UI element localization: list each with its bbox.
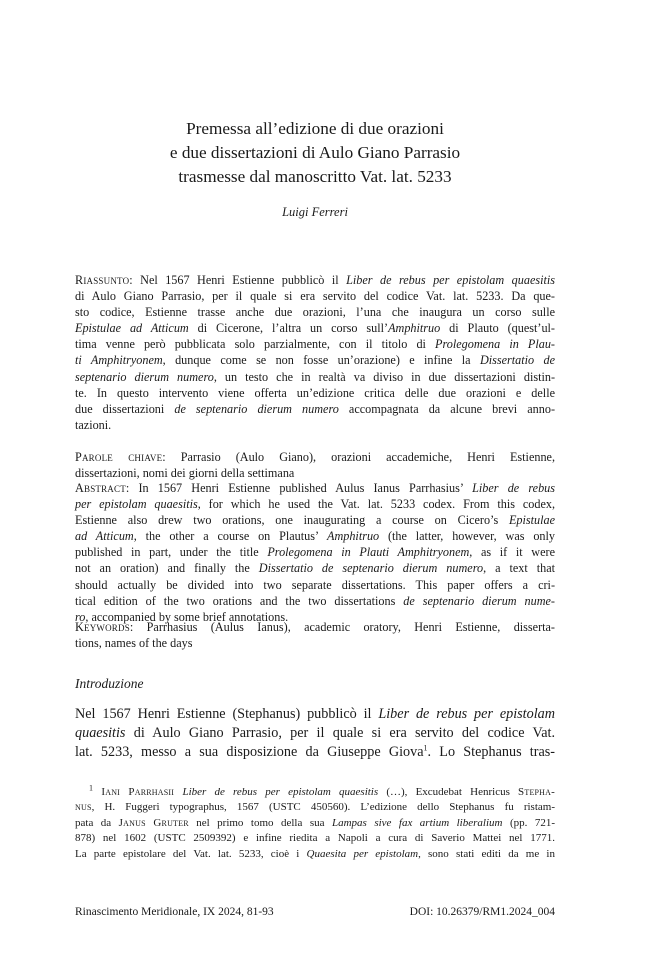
page-footer (75, 906, 555, 918)
text-line (75, 512, 555, 528)
text-line (75, 705, 555, 724)
text-line: should actually be divided into two separate dissertations. This paper offers a cri- (75, 577, 555, 592)
text-run: tical edition of the two orations and the two dissertations (75, 593, 404, 608)
text-run: lat. 5233, messo a sua disposizione da Giuseppe Giova (75, 744, 424, 761)
text-run: due dissertazioni (75, 401, 175, 416)
italic-run: Dissertatio de (479, 353, 555, 368)
text-run: tima venne però pubblicata solo parzialmente, con il titolo di (75, 337, 436, 352)
italic-run: Liber de rebus per epistolam quaesitis (182, 786, 379, 798)
journal-citation: Rinascimento Meridionale, IX 2024, 81-93 (75, 906, 274, 918)
author-name: Luigi Ferreri (282, 205, 348, 219)
text-run: (pp. 721- (502, 816, 555, 829)
text-run: , un testo che in realtà va diviso in due dissertazioni distin- (213, 369, 555, 384)
text-run: , accompanied by some brief annotations. (85, 609, 289, 624)
italic-run: ti Amphitryonem (75, 353, 163, 368)
text-line: tazioni. (75, 417, 112, 432)
italic-run: per epistolam quaesitis (75, 497, 198, 512)
text-run: : Nel 1567 Henri Estienne pubblicò il (129, 273, 347, 287)
text-line: tions, names of the days (75, 636, 193, 651)
italic-run: Amphitruo (327, 529, 380, 544)
text-run: published in part, under the title (75, 545, 268, 560)
text-line: sto codice, Estienne trasse anche due orazioni, l’una che inaugura un corso sulle (75, 305, 555, 320)
smallcaps-run: nus (75, 801, 92, 814)
title-line: Premessa all’edizione di due orazioni (186, 119, 444, 138)
text-line: di Aulo Giano Parrasio, per il quale si era servito del codice Vat. lat. 5233. Da que- (75, 289, 555, 304)
text-line (75, 560, 555, 576)
italic-run: septenario dierum numero (75, 369, 214, 384)
text-run: Nel 1567 Henri Estienne (Stephanus) pubblicò il (75, 706, 379, 722)
text-line (75, 816, 555, 831)
abstract-label: Riassunto (75, 273, 130, 287)
text-run: (the latter, however, was only (379, 529, 555, 544)
text-line (75, 593, 555, 609)
italic-run: de septenario dierum nume- (403, 593, 555, 608)
text-line (75, 743, 555, 762)
text-run: Estienne also drew two orations, one inaugurating a course on Cicero’s (75, 513, 509, 528)
text-line (75, 785, 555, 800)
text-run: : Parrhasius (Aulus Ianus), academic oratory, Henri Estienne, disserta- (129, 620, 555, 634)
text-run: , as if it were (469, 545, 555, 560)
italic-run: Lampas sive fax artium liberalium (332, 816, 503, 829)
abstract-italian (75, 272, 555, 433)
text-line (75, 619, 555, 635)
smallcaps-run: Stepha- (518, 786, 556, 798)
text-line (75, 724, 555, 743)
keywords-english (75, 619, 555, 651)
text-line: 878) nel 1602 (USTC 2509392) e infine riedita a Napoli a cura di Saverio Mattei nel 1771. (75, 832, 555, 845)
text-line (75, 272, 555, 288)
text-run: not an oration) and finally the (75, 561, 259, 576)
text-run: : In 1567 Henri Estienne published Aulus Ianus Parrhasius’ (125, 481, 473, 495)
text-line (75, 449, 555, 465)
italic-run: Liber de rebus per epistolam (378, 706, 555, 722)
text-run: pata da (75, 816, 119, 829)
article-page (75, 0, 555, 954)
text-line (75, 480, 555, 496)
italic-run: ro (75, 609, 86, 624)
italic-run: Epistulae (508, 513, 555, 528)
text-run: di Plauto (quest’ul- (440, 321, 555, 336)
text-run: (…), Excudebat Henricus (378, 786, 519, 798)
text-line (75, 800, 555, 815)
text-line: te. In questo intervento viene offerta un’edizione critica delle due orazioni e delle (75, 385, 555, 400)
keywords-label: Parole chiave (75, 450, 163, 464)
italic-run: Prolegomena in Plau- (435, 337, 555, 352)
body-paragraph (75, 705, 555, 763)
text-run: nel primo tomo della sua (188, 816, 332, 829)
italic-run: ad Atticum (75, 529, 134, 544)
section-heading: Introduzione (75, 676, 144, 691)
smallcaps-run: Janus Gruter (118, 816, 189, 829)
italic-run: Quaesita per epistolam (306, 847, 419, 860)
text-run: . Lo Stephanus tras- (427, 744, 555, 761)
italic-run: Liber de rebus (472, 481, 555, 495)
italic-run: quaesitis (75, 725, 126, 742)
text-run: di Aulo Giano Parrasio, per il quale si era servito del codice Vat. (125, 725, 555, 742)
italic-run: Epistulae ad Atticum (75, 321, 189, 336)
abstract-english (75, 480, 555, 625)
text-line (75, 528, 555, 544)
title-line: trasmesse dal manoscritto Vat. lat. 5233 (178, 167, 452, 186)
text-line: dissertazioni, nomi dei giorni della settimana (75, 466, 295, 481)
doi-label[interactable]: DOI: 10.26379/RM1.2024_004 (409, 906, 555, 918)
text-run: , a text that (483, 561, 555, 576)
text-line (75, 401, 555, 417)
text-run: , sono stati editi da me in (418, 847, 555, 860)
text-run: , for which he used the Vat. lat. 5233 codex. From this codex, (197, 497, 555, 512)
text-run: di Cicerone, l’altra un corso sull’ (188, 321, 389, 336)
text-line (75, 352, 555, 368)
text-line (75, 369, 555, 385)
text-line (75, 544, 555, 560)
text-line (75, 320, 555, 336)
article-title (75, 117, 555, 189)
text-run: , the other a course on Plautus’ (133, 529, 327, 544)
keywords-italian (75, 449, 555, 481)
abstract-label: Abstract (75, 481, 126, 495)
text-run: accompagnata da alcune brevi anno- (338, 401, 556, 416)
footnote (75, 785, 555, 862)
text-run: , H. Fuggeri typographus, 1567 (USTC 450560). L’edizione dello Stephanus fu ristam- (91, 801, 555, 814)
text-run: La parte epistolare del Vat. lat. 5233, cioè i (75, 847, 307, 860)
italic-run: de septenario dierum numero (174, 401, 339, 416)
footnote-number: 1 (89, 783, 93, 793)
italic-run: Prolegomena in Plauti Amphitryonem (267, 545, 470, 560)
text-run: : Parrasio (Aulo Giano), orazioni accademiche, Henri Estienne, (162, 450, 555, 464)
keywords-label: Keywords (75, 620, 130, 634)
title-line: e due dissertazioni di Aulo Giano Parrasio (169, 143, 461, 162)
italic-run: Liber de rebus per epistolam quaesitis (346, 273, 555, 287)
text-line (75, 336, 555, 352)
smallcaps-run: Iani Parrhasii (93, 786, 183, 798)
footnote-marker[interactable]: 1 (423, 743, 428, 753)
italic-run: Dissertatio de septenario dierum numero (258, 561, 484, 576)
text-line (75, 847, 555, 862)
italic-run: Amphitruo (388, 321, 441, 336)
text-line (75, 496, 555, 512)
text-run: , dunque come se non fosse un’orazione) e infine la (162, 353, 480, 368)
